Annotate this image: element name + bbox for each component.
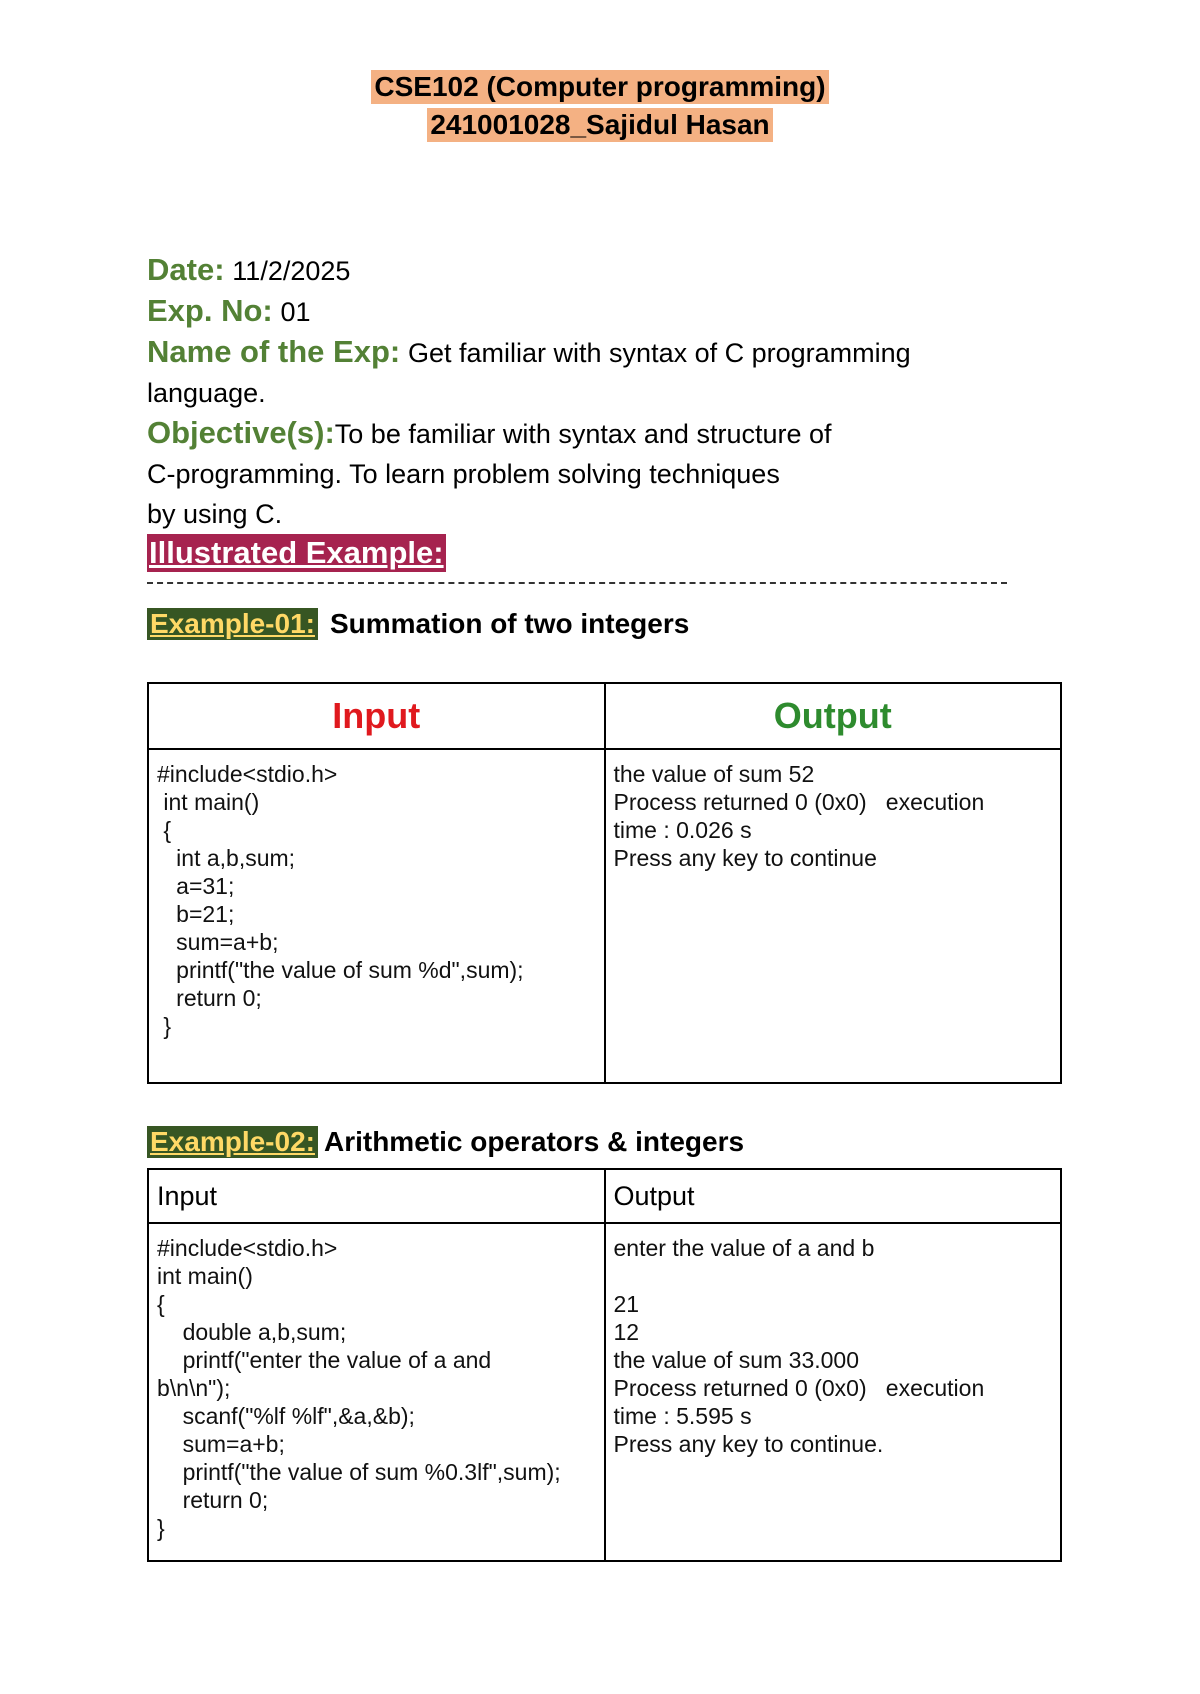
example-2-input-header: Input (148, 1169, 605, 1223)
exp-name-value-cont: language. (147, 378, 266, 408)
example-2-tag: Example-02: (147, 1126, 318, 1158)
example-1-output-header: Output (605, 683, 1062, 749)
example-1-input-cell (148, 749, 605, 1083)
exp-name-label: Name of the Exp: (147, 334, 401, 369)
objective-label: Objective(s): (147, 415, 335, 450)
objective-value-3: by using C. (147, 499, 283, 529)
exp-no-value: 01 (280, 297, 311, 327)
date-row (147, 250, 1047, 291)
example-2-input-cell (148, 1223, 605, 1561)
example-2-output-header: Output (605, 1169, 1062, 1223)
date-value: 11/2/2025 (232, 256, 351, 286)
example-2-output-cell (605, 1223, 1062, 1561)
example-1-input-code: #include<stdio.h> int main() { int a,b,sum; a=31; b=21; sum=a+b; printf("the value of sum %d",sum); return 0; } (157, 761, 524, 1039)
experiment-meta (147, 250, 1047, 574)
exp-name-cont (147, 373, 1047, 413)
objective-value: To be familiar with syntax and structure of (334, 419, 832, 449)
example-2-input-code: #include<stdio.h> int main() { double a,b,sum; printf("enter the value of a and b\n\n"); scanf("%lf %lf",&a,&b); sum=a+b; printf("the value of sum %0.3lf",sum); return 0; } (157, 1235, 561, 1541)
example-1-output-text: the value of sum 52 Process returned 0 (0x0) execution time : 0.026 s Press any key to continue (613, 761, 985, 871)
exp-no-label: Exp. No: (147, 293, 273, 328)
title-block (0, 70, 1200, 146)
example-2-heading (147, 1126, 744, 1158)
example-2-table (147, 1168, 1062, 1562)
exp-name-value: Get familiar with syntax of C programming (408, 338, 911, 368)
example-1-input-header: Input (148, 683, 605, 749)
example-1-title: Summation of two integers (329, 608, 690, 639)
objective-line-3 (147, 494, 1047, 534)
course-title: CSE102 (Computer programming) (371, 70, 828, 104)
illustrated-row (147, 534, 1047, 574)
example-1-table (147, 682, 1062, 1084)
exp-name-row (147, 332, 1047, 373)
objective-row (147, 413, 1047, 454)
objective-value-2: C-programming. To learn problem solving techniques (147, 459, 780, 489)
exp-no-row (147, 291, 1047, 332)
dashed-divider (147, 582, 1007, 584)
example-2-title: Arithmetic operators & integers (323, 1126, 745, 1157)
example-1-heading (147, 608, 689, 640)
objective-line-2 (147, 454, 1047, 494)
date-label: Date: (147, 252, 225, 287)
example-1-output-cell (605, 749, 1062, 1083)
example-1-tag: Example-01: (147, 608, 318, 640)
student-id-name: 241001028_Sajidul Hasan (427, 108, 772, 142)
illustrated-example-heading: Illustrated Example: (149, 535, 444, 570)
example-2-output-text: enter the value of a and b 21 12 the value of sum 33.000 Process returned 0 (0x0) execution time : 5.595 s Press any key to continue. (613, 1235, 985, 1457)
